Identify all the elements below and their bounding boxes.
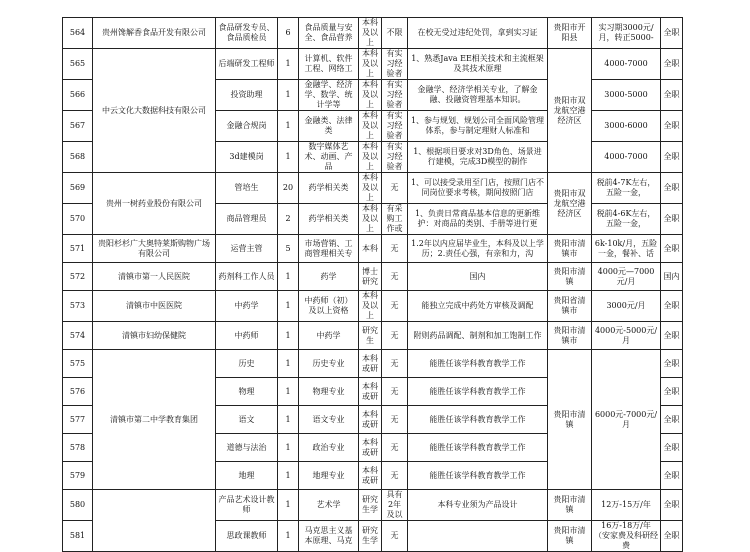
- job-type: 全职: [661, 291, 683, 322]
- job-requirement: 能独立完成中药处方审核及调配: [408, 291, 548, 322]
- education: 本科或研: [359, 378, 382, 406]
- experience: 有实习经验者: [382, 80, 408, 111]
- table-row: [63, 173, 683, 204]
- experience: 无: [382, 434, 408, 462]
- major-requirement: 金融学、经济学、数学、统计学等: [299, 80, 359, 111]
- headcount: 1: [278, 490, 299, 521]
- position-name: 运营主管: [216, 235, 278, 263]
- table-row: [63, 322, 683, 350]
- row-number: 576: [63, 378, 93, 406]
- salary: 12万-15万/年: [592, 490, 661, 521]
- job-type: 全职: [661, 406, 683, 434]
- headcount: 1: [278, 49, 299, 80]
- table-row: [63, 49, 683, 80]
- major-requirement: 艺术学: [299, 490, 359, 521]
- salary: 4000元—7000元/月: [592, 263, 661, 291]
- experience: 无: [382, 406, 408, 434]
- employer-name: 清镇市妇幼保健院: [93, 322, 216, 350]
- salary: 4000-7000: [592, 49, 661, 80]
- headcount: 1: [278, 263, 299, 291]
- work-location: 贵阳市清镇: [548, 263, 592, 291]
- employer-name: 中云文化大数据科技有限公司: [93, 49, 216, 173]
- headcount: 1: [278, 291, 299, 322]
- job-type: 全职: [661, 111, 683, 142]
- major-requirement: 金融类、法律类: [299, 111, 359, 142]
- major-requirement: 历史专业: [299, 350, 359, 378]
- job-requirement: 金融学、经济学相关专业，了解金融、投融资管理基本知识。: [408, 80, 548, 111]
- education: 本科及以上: [359, 173, 382, 204]
- position-name: 商品管理员: [216, 204, 278, 235]
- job-type: 全职: [661, 521, 683, 552]
- major-requirement: 语文专业: [299, 406, 359, 434]
- major-requirement: 食品质量与安全、食品营养: [299, 18, 359, 49]
- job-requirement: 1、负责日常商品基本信息的更新维护：对商品的类别、手册等进行更: [408, 204, 548, 235]
- job-type: 全职: [661, 462, 683, 490]
- row-number: 574: [63, 322, 93, 350]
- position-name: 金融合规岗: [216, 111, 278, 142]
- job-type: 全职: [661, 350, 683, 378]
- job-requirement: 在校无受过违纪处罚，拿到实习证: [408, 18, 548, 49]
- experience: 无: [382, 263, 408, 291]
- salary: 16万-18万/年（安家费及科研经费: [592, 521, 661, 552]
- experience: 无: [382, 521, 408, 552]
- table-row: [63, 263, 683, 291]
- education: 研究生学: [359, 490, 382, 521]
- row-number: 581: [63, 521, 93, 552]
- job-requirement: 1.2年以内应届毕业生，本科及以上学历；2.责任心强，有亲和力，沟: [408, 235, 548, 263]
- experience: 有实习经验者: [382, 142, 408, 173]
- job-requirement: 1、可以接受录用至门店，按照门店不同岗位要求考核，期间按照门店: [408, 173, 548, 204]
- headcount: 1: [278, 350, 299, 378]
- job-type: 全职: [661, 142, 683, 173]
- education: 本科及以上: [359, 204, 382, 235]
- row-number: 571: [63, 235, 93, 263]
- major-requirement: 马克思主义基本原理、马克: [299, 521, 359, 552]
- row-number: 580: [63, 490, 93, 521]
- headcount: 1: [278, 142, 299, 173]
- row-number: 569: [63, 173, 93, 204]
- position-name: 3d建模岗: [216, 142, 278, 173]
- employer-name: 贵阳杉杉广大奥特莱斯购物广场有限公司: [93, 235, 216, 263]
- major-requirement: 市场营销、工商管理相关专: [299, 235, 359, 263]
- education: 本科或研: [359, 434, 382, 462]
- position-name: 地理: [216, 462, 278, 490]
- work-location: 贵阳市清镇: [548, 490, 592, 521]
- education: 本科或研: [359, 406, 382, 434]
- job-requirement: 能胜任该学科教育教学工作: [408, 462, 548, 490]
- row-number: 578: [63, 434, 93, 462]
- job-type: 全职: [661, 434, 683, 462]
- row-number: 570: [63, 204, 93, 235]
- work-location: 贵阳省清镇市: [548, 291, 592, 322]
- job-requirement: 附则药品调配、制剂和加工饱制工作: [408, 322, 548, 350]
- salary: 6k-10k/月，五险一金，餐补、话: [592, 235, 661, 263]
- position-name: 道德与法治: [216, 434, 278, 462]
- headcount: 1: [278, 406, 299, 434]
- position-name: 药剂科工作人员: [216, 263, 278, 291]
- education: 本科及以上: [359, 142, 382, 173]
- experience: 不限: [382, 18, 408, 49]
- job-type: 全职: [661, 235, 683, 263]
- headcount: 1: [278, 80, 299, 111]
- job-type: 全职: [661, 18, 683, 49]
- job-type: 全职: [661, 204, 683, 235]
- employer-name: 贵州一树药业股份有限公司: [93, 173, 216, 235]
- education: 研究生学: [359, 521, 382, 552]
- job-type: 全职: [661, 322, 683, 350]
- headcount: 20: [278, 173, 299, 204]
- position-name: 后端研发工程师: [216, 49, 278, 80]
- headcount: 1: [278, 378, 299, 406]
- salary: 4000元-5000元/月: [592, 322, 661, 350]
- work-location: 贵阳市开阳县: [548, 18, 592, 49]
- table-row: [63, 350, 683, 378]
- employer-name: 清镇市第二中学教育集团: [93, 350, 216, 490]
- major-requirement: 物理专业: [299, 378, 359, 406]
- experience: 具有2年及以: [382, 490, 408, 521]
- experience: 无: [382, 350, 408, 378]
- major-requirement: 药学: [299, 263, 359, 291]
- salary: 3000-6000: [592, 111, 661, 142]
- headcount: 1: [278, 111, 299, 142]
- employer-name: [93, 490, 216, 552]
- education: 本科及以上: [359, 80, 382, 111]
- education: 本科及以上: [359, 291, 382, 322]
- salary: 实习期3000元/月，转正5000-: [592, 18, 661, 49]
- experience: 无: [382, 173, 408, 204]
- major-requirement: 药学相关类: [299, 173, 359, 204]
- experience: 有实习经验者: [382, 49, 408, 80]
- experience: 有采购工作或: [382, 204, 408, 235]
- headcount: 1: [278, 434, 299, 462]
- experience: 无: [382, 291, 408, 322]
- job-requirement: 国内: [408, 263, 548, 291]
- job-type: 全职: [661, 49, 683, 80]
- position-name: 历史: [216, 350, 278, 378]
- work-location: 贵阳市清镇: [548, 350, 592, 490]
- position-name: 管培生: [216, 173, 278, 204]
- row-number: 573: [63, 291, 93, 322]
- job-requirement: 1、熟悉Java EE相关技术和主流框架及其技术原理: [408, 49, 548, 80]
- employer-name: 清镇市中医医院: [93, 291, 216, 322]
- row-number: 572: [63, 263, 93, 291]
- headcount: 1: [278, 462, 299, 490]
- headcount: 1: [278, 322, 299, 350]
- position-name: 投资助理: [216, 80, 278, 111]
- major-requirement: 计算机、软件工程、网络工: [299, 49, 359, 80]
- row-number: 568: [63, 142, 93, 173]
- experience: 无: [382, 322, 408, 350]
- salary: 6000元-7000元/月: [592, 350, 661, 490]
- salary: 税前4-6K左右，五险一金，: [592, 204, 661, 235]
- job-requirement: 1、参与规划、规划公司全面风险管理体系，参与制定理财人标准和: [408, 111, 548, 142]
- headcount: 1: [278, 521, 299, 552]
- major-requirement: 数字媒体艺术、动画、产品: [299, 142, 359, 173]
- row-number: 565: [63, 49, 93, 80]
- experience: 有实习经验者: [382, 111, 408, 142]
- table-row: [63, 235, 683, 263]
- salary: 3000元/月: [592, 291, 661, 322]
- position-name: 语文: [216, 406, 278, 434]
- table-row: [63, 490, 683, 521]
- headcount: 6: [278, 18, 299, 49]
- job-type: 全职: [661, 173, 683, 204]
- major-requirement: 中药学: [299, 322, 359, 350]
- education: 本科及以上: [359, 111, 382, 142]
- job-type: 国内: [661, 263, 683, 291]
- position-name: 思政课教师: [216, 521, 278, 552]
- education: 本科及以上: [359, 18, 382, 49]
- major-requirement: 中药师（初）及以上资格: [299, 291, 359, 322]
- major-requirement: 地理专业: [299, 462, 359, 490]
- work-location: 贵阳市清镇市: [548, 235, 592, 263]
- job-type: 全职: [661, 378, 683, 406]
- education: 本科及以上: [359, 49, 382, 80]
- table-row: [63, 291, 683, 322]
- row-number: 575: [63, 350, 93, 378]
- position-name: 中药师: [216, 322, 278, 350]
- job-requirement: 能胜任该学科教育教学工作: [408, 434, 548, 462]
- salary: 3000-5000: [592, 80, 661, 111]
- salary: 税前4-7K左右，五险一金，: [592, 173, 661, 204]
- row-number: 564: [63, 18, 93, 49]
- position-name: 产品艺术设计教师: [216, 490, 278, 521]
- experience: 无: [382, 235, 408, 263]
- education: 本科或研: [359, 462, 382, 490]
- education: 研究生: [359, 322, 382, 350]
- employer-name: 清镇市第一人民医院: [93, 263, 216, 291]
- experience: 无: [382, 462, 408, 490]
- education: 本科: [359, 235, 382, 263]
- recruitment-table: [62, 17, 683, 552]
- education: 本科或研: [359, 350, 382, 378]
- job-requirement: 能胜任该学科教育教学工作: [408, 406, 548, 434]
- job-type: 全职: [661, 80, 683, 111]
- work-location: 贵阳市清镇市: [548, 322, 592, 350]
- headcount: 5: [278, 235, 299, 263]
- job-requirement: 能胜任该学科教育教学工作: [408, 378, 548, 406]
- work-location: 贵阳市双龙航空港经济区: [548, 49, 592, 173]
- headcount: 2: [278, 204, 299, 235]
- job-requirement: 能胜任该学科教育教学工作: [408, 350, 548, 378]
- row-number: 577: [63, 406, 93, 434]
- row-number: 566: [63, 80, 93, 111]
- experience: 无: [382, 378, 408, 406]
- row-number: 567: [63, 111, 93, 142]
- employer-name: 贵州馋解香食品开发有限公司: [93, 18, 216, 49]
- job-type: 全职: [661, 490, 683, 521]
- position-name: 物理: [216, 378, 278, 406]
- row-number: 579: [63, 462, 93, 490]
- salary: 4000-7000: [592, 142, 661, 173]
- table-row: [63, 18, 683, 49]
- major-requirement: 政治专业: [299, 434, 359, 462]
- major-requirement: 药学相关类: [299, 204, 359, 235]
- work-location: 贵阳市双龙航空港经济区: [548, 173, 592, 235]
- position-name: 中药学: [216, 291, 278, 322]
- job-requirement: 1、根据项目要求对3D角色、场景进行建模，完成3D模型的制作: [408, 142, 548, 173]
- job-requirement: [408, 521, 548, 552]
- job-requirement: 本科专业须为产品设计: [408, 490, 548, 521]
- position-name: 食品研发专员、食品质检员: [216, 18, 278, 49]
- work-location: 贵阳市清镇: [548, 521, 592, 552]
- education: 博士研究: [359, 263, 382, 291]
